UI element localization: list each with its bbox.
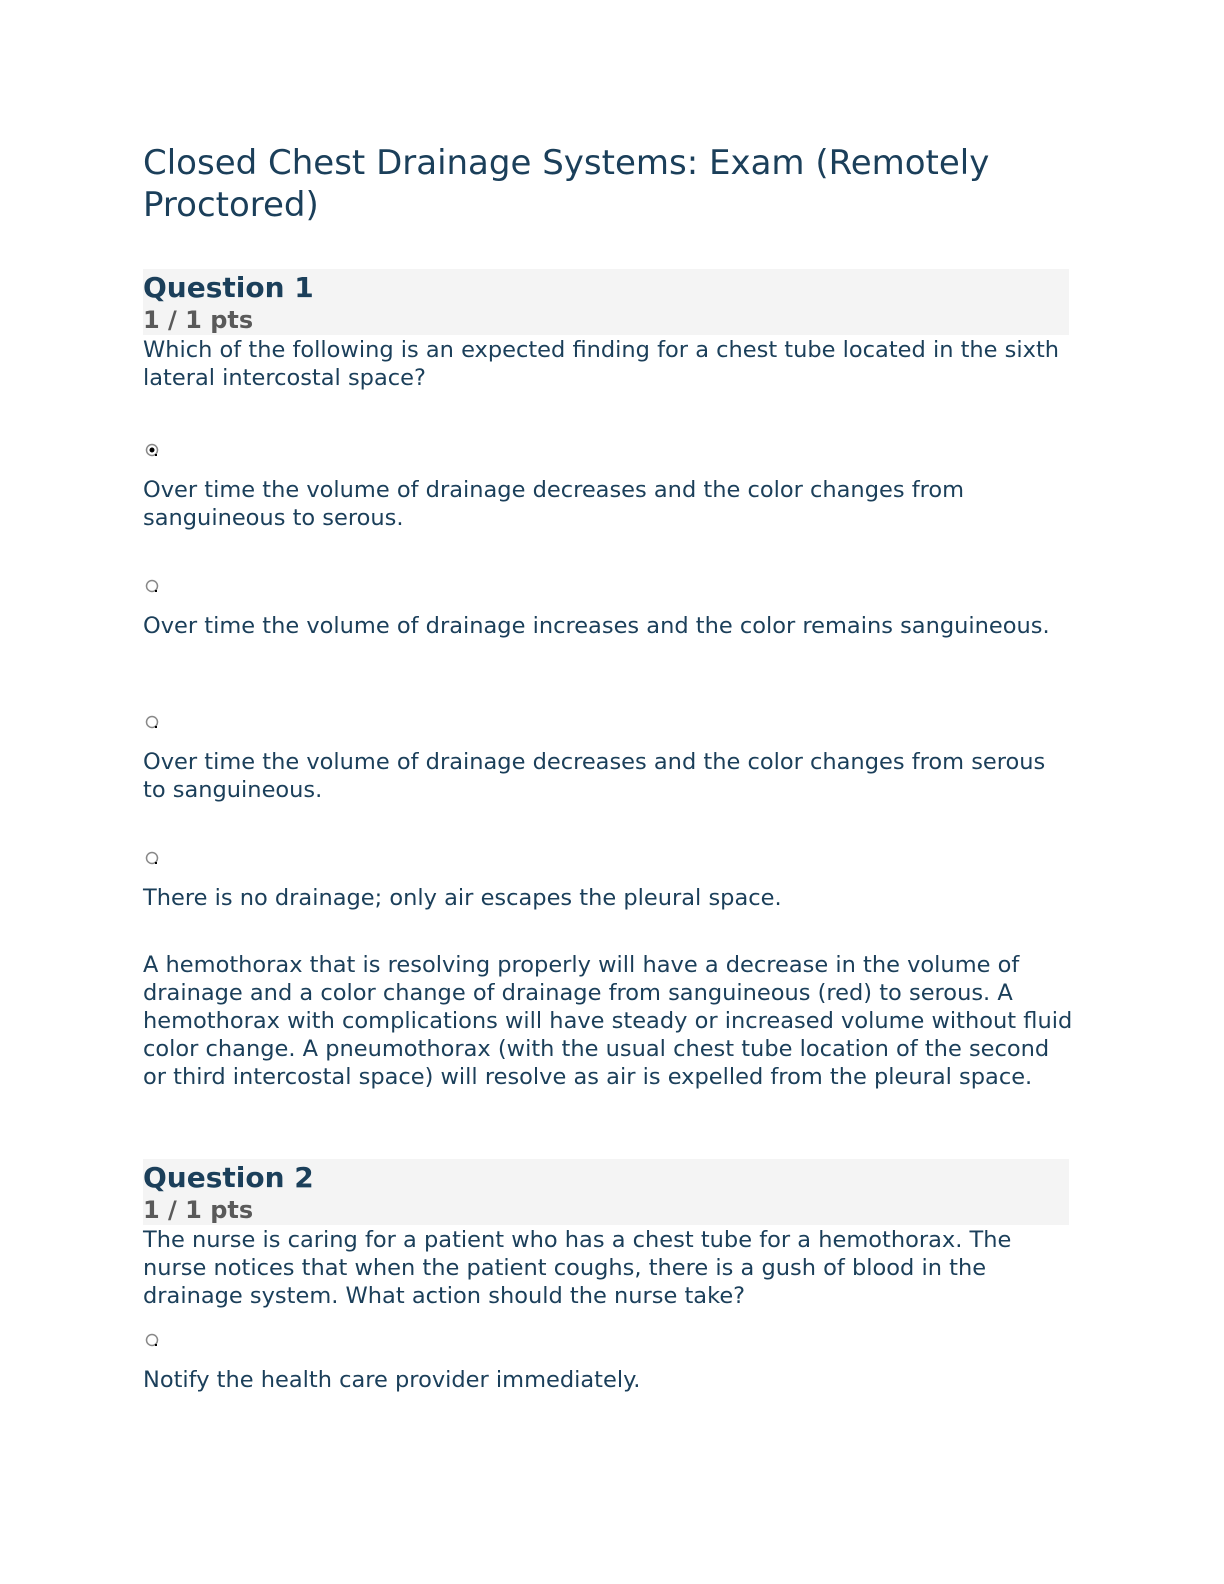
answer-radio[interactable] — [145, 851, 159, 865]
question-2-header — [143, 1159, 1069, 1225]
answer-option: Over time the volume of drainage decreases and the color changes from serous to sanguineous. — [143, 749, 1046, 803]
question-1-header — [143, 269, 1069, 335]
answer-option: Over time the volume of drainage increases and the color remains sanguineous. — [143, 613, 1050, 639]
answer-option: Over time the volume of drainage decreases and the color changes from sanguineous to serous. — [143, 477, 965, 531]
question-prompt: Which of the following is an expected finding for a chest tube located in the sixth lateral intercostal space? — [143, 337, 1060, 391]
answer-option: There is no drainage; only air escapes the pleural space. — [143, 885, 782, 911]
question-title: Question 1 — [143, 271, 314, 304]
page-title: Closed Chest Drainage Systems: Exam (Remotely Proctored) — [143, 143, 990, 225]
question-points: 1 / 1 pts — [143, 1196, 254, 1224]
answer-radio[interactable] — [145, 715, 159, 729]
answer-rationale: A hemothorax that is resolving properly will have a decrease in the volume of drainage and a color change of drainage from sanguineous (red) to serous. A hemothorax with complications will have steady or increased volume without fluid color change. A pneumothorax (with the usual chest tube location of the second or third intercostal space) will resolve as air is expelled from the pleural space. — [143, 952, 1073, 1090]
answer-radio[interactable] — [145, 1333, 159, 1347]
answer-radio[interactable] — [145, 579, 159, 593]
question-points: 1 / 1 pts — [143, 306, 254, 334]
answer-option: Notify the health care provider immediately. — [143, 1367, 641, 1393]
question-prompt: The nurse is caring for a patient who has a chest tube for a hemothorax. The nurse notices that when the patient coughs, there is a gush of blood in the drainage system. What action should the nurse take? — [143, 1227, 1012, 1309]
answer-radio-selected[interactable] — [145, 443, 159, 457]
question-title: Question 2 — [143, 1161, 314, 1194]
